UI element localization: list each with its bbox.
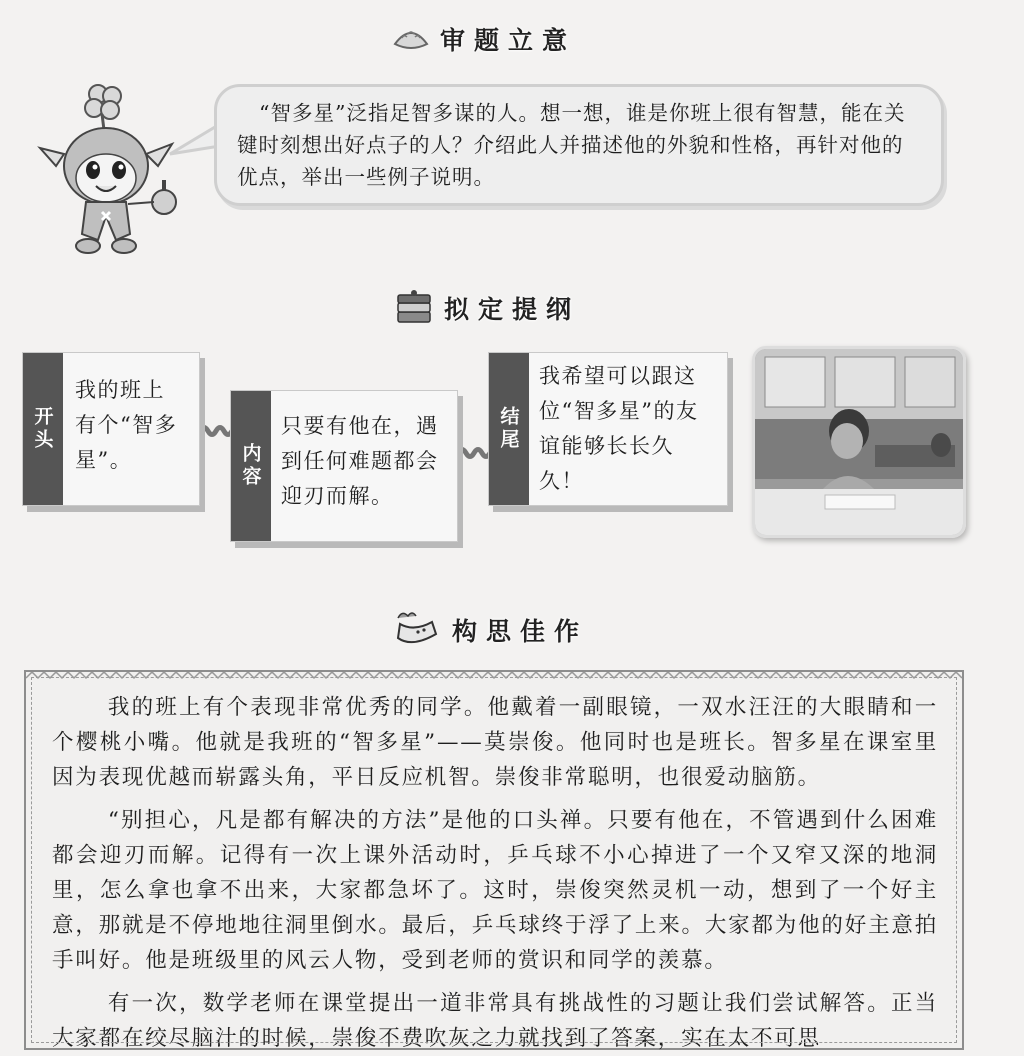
zigzag-border	[26, 672, 966, 684]
heading-outline	[394, 288, 580, 328]
outline-text-ending: 我希望可以跟这位“智多星”的友谊能够长长久久！	[539, 364, 699, 493]
bubble-tail	[168, 118, 220, 158]
classroom-photo	[752, 346, 966, 538]
prompt-text: “智多星”泛指足智多谋的人。想一想，谁是你班上很有智慧，能在关键时刻想出好点子的人？介绍此人并描述他的外貌和性格，再针对他的优点，举出一些例子说明。	[237, 101, 906, 189]
outline-box-ending	[488, 352, 728, 506]
dumpling-icon	[392, 20, 430, 58]
essay-paragraph: “别担心，凡是都有解决的方法”是他的口头禅。只要有他在，不管遇到什么困难都会迎刃而解。记得有一次上课外活动时，乒乓球不小心掉进了一个又窄又深的地洞里，怎么拿也拿不出来，大家都急坏了。这时，崇俊突然灵机一动，想到了一个好主意，那就是不停地地往洞里倒水。最后，乒乓球终于浮了上来。大家都为他的好主意拍手叫好。他是班级里的风云人物，受到老师的赏识和同学的羡慕。	[52, 808, 938, 973]
mascot-icon	[36, 84, 186, 264]
heading-essay-text: 构思佳作	[452, 617, 589, 646]
rope-connector	[200, 424, 234, 438]
outline-tab-body: 内容	[231, 391, 271, 541]
essay-panel	[24, 670, 964, 1050]
heading-essay	[392, 608, 588, 652]
layer-cake-icon	[394, 288, 434, 328]
outline-box-opening	[22, 352, 200, 506]
outline-text-body: 只要有他在，遇到任何难题都会迎刃而解。	[281, 414, 439, 508]
outline-text-opening: 我的班上有个“智多星”。	[75, 378, 178, 472]
outline-tab-ending: 结尾	[489, 353, 529, 505]
heading-review	[392, 20, 576, 58]
prompt-bubble	[214, 84, 944, 206]
sandwich-roll-icon	[392, 608, 442, 652]
heading-review-text: 审题立意	[440, 26, 577, 55]
heading-outline-text: 拟定提纲	[444, 295, 581, 324]
essay-paragraph: 有一次，数学老师在课堂提出一道非常具有挑战性的习题让我们尝试解答。正当大家都在绞尽脑汁的时候，崇俊不费吹灰之力就找到了答案，实在太不可思	[52, 991, 938, 1051]
rope-connector	[458, 446, 492, 460]
essay-paragraph: 我的班上有个表现非常优秀的同学。他戴着一副眼镜，一双水汪汪的大眼睛和一个樱桃小嘴。他就是我班的“智多星”——莫崇俊。他同时也是班长。智多星在课室里因为表现优越而崭露头角，平日反应机智。崇俊非常聪明，也很爱动脑筋。	[52, 695, 938, 790]
outline-tab-opening: 开头	[23, 353, 63, 505]
outline-box-body	[230, 390, 458, 542]
